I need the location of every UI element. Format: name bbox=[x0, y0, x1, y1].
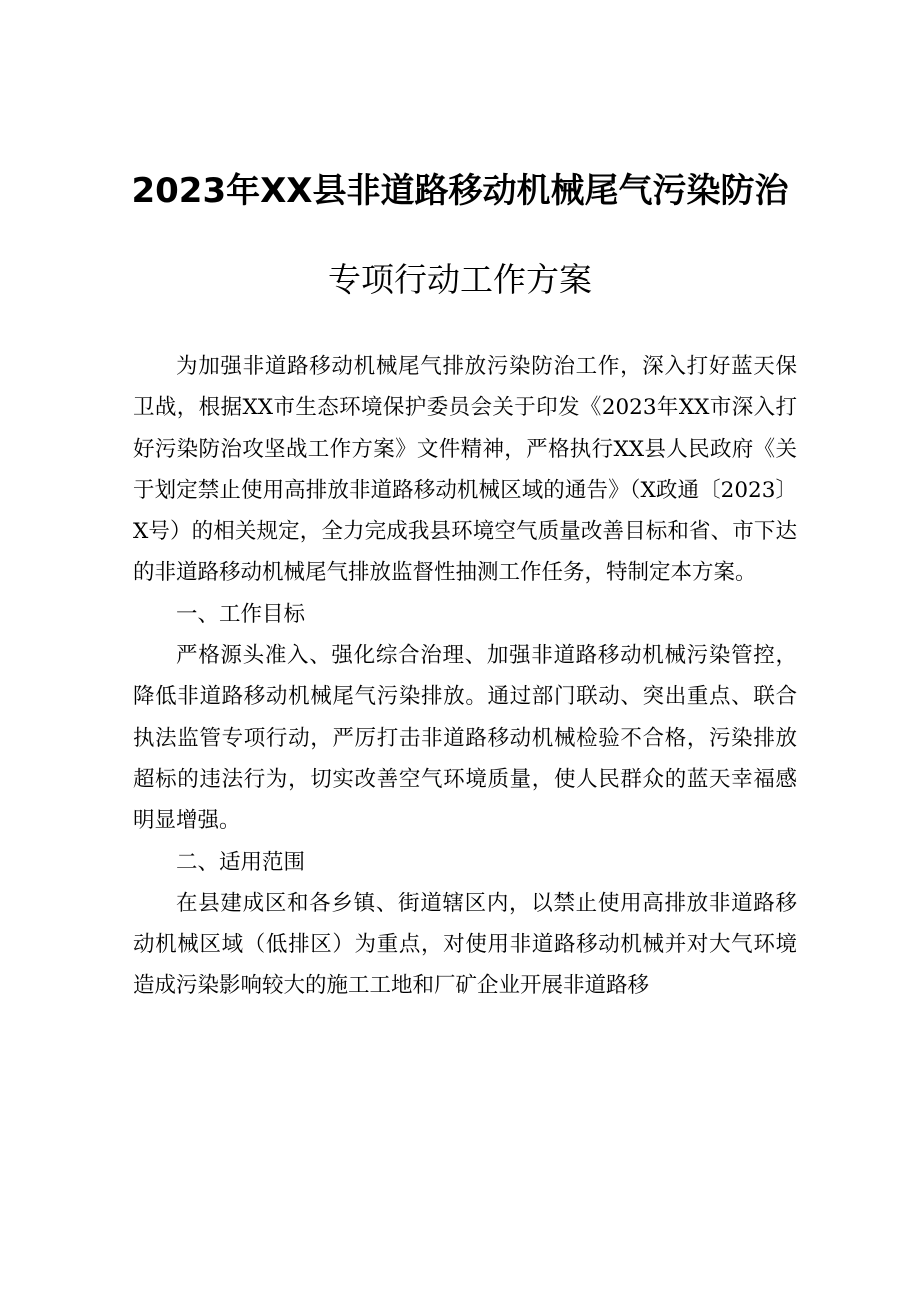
document-title-line-2: 专项行动工作方案 bbox=[328, 260, 592, 299]
document-body bbox=[133, 346, 797, 1007]
section-heading-scope: 二、适用范围 bbox=[176, 849, 306, 875]
section-paragraph-scope: 在县建成区和各乡镇、街道辖区内，以禁止使用高排放非道路移动机械区域（低排区）为重点，对使用非道路移动机械并对大气环境造成污染影响较大的施工工地和厂矿企业开展非道路移 bbox=[133, 890, 797, 999]
document-title-line-1: 2023年XX县非道路移动机械尾气污染防治 bbox=[131, 171, 789, 211]
section-paragraph-work-goals: 严格源头准入、强化综合治理、加强非道路移动机械污染管控，降低非道路移动机械尾气污染排放。通过部门联动、突出重点、联合执法监管专项行动，严厉打击非道路移动机械检验不合格，污染排放超标的违法行为，切实改善空气环境质量，使人民群众的蓝天幸福感明显增强。 bbox=[133, 643, 797, 834]
section-heading-work-goals: 一、工作目标 bbox=[176, 601, 306, 627]
intro-paragraph: 为加强非道路移动机械尾气排放污染防治工作，深入打好蓝天保卫战，根据XX市生态环境保护委员会关于印发《2023年XX市深入打好污染防治攻坚战工作方案》文件精神，严格执行XX县人民政府《关于划定禁止使用高排放非道路移动机械区域的通告》（X政通〔2023〕X号）的相关规定，全力完成我县环境空气质量改善目标和省、市下达的非道路移动机械尾气排放监督性抽测工作任务，特制定本方案。 bbox=[133, 354, 797, 586]
